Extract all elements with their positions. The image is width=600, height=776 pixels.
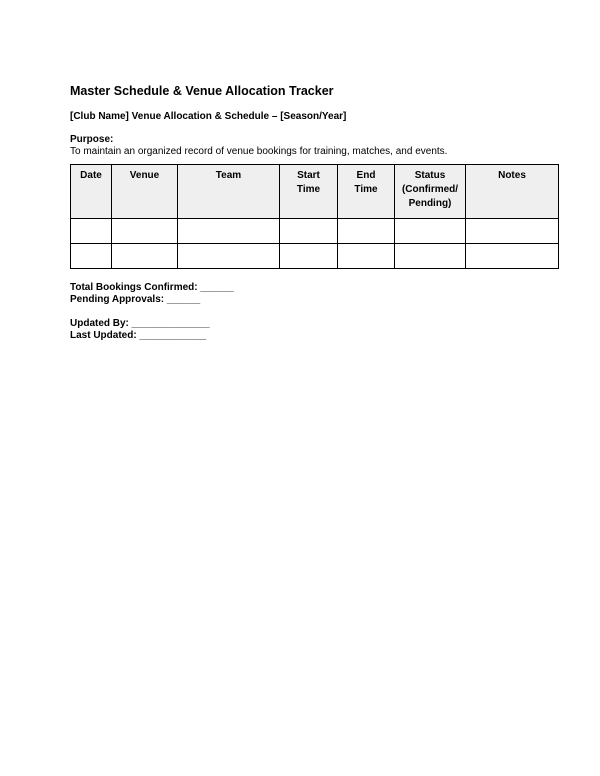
document-title: Master Schedule & Venue Allocation Tracker (70, 84, 334, 98)
table-cell (280, 244, 338, 269)
table-cell (71, 219, 112, 244)
table-cell (395, 244, 466, 269)
table-cell (466, 244, 559, 269)
header-notes: Notes (466, 165, 559, 219)
table-row (71, 244, 559, 269)
header-date: Date (71, 165, 112, 219)
table-cell (178, 244, 280, 269)
total-bookings-confirmed: Total Bookings Confirmed: ______ (70, 282, 234, 293)
table-cell (112, 244, 178, 269)
table-cell (280, 219, 338, 244)
table-cell (338, 219, 395, 244)
table-cell (112, 219, 178, 244)
updated-by: Updated By: ______________ (70, 318, 210, 329)
document-page (70, 84, 558, 342)
header-start-time: Start Time (280, 165, 338, 219)
table-header-row (71, 165, 559, 219)
table-cell (71, 244, 112, 269)
table-row (71, 219, 559, 244)
venue-schedule-table (70, 164, 559, 269)
pending-approvals: Pending Approvals: ______ (70, 294, 201, 305)
purpose-heading: Purpose: (70, 134, 114, 145)
header-end-time: End Time (338, 165, 395, 219)
booking-summary (70, 282, 558, 306)
table-cell (178, 219, 280, 244)
last-updated: Last Updated: ____________ (70, 330, 207, 341)
update-info (70, 318, 558, 342)
header-venue: Venue (112, 165, 178, 219)
document-subtitle: [Club Name] Venue Allocation & Schedule – [Season/Year] (70, 111, 347, 122)
header-team: Team (178, 165, 280, 219)
table-cell (466, 219, 559, 244)
header-status: Status (Confirmed/ Pending) (395, 165, 466, 219)
table-cell (395, 219, 466, 244)
table-cell (338, 244, 395, 269)
purpose-text: To maintain an organized record of venue bookings for training, matches, and events. (70, 146, 448, 157)
